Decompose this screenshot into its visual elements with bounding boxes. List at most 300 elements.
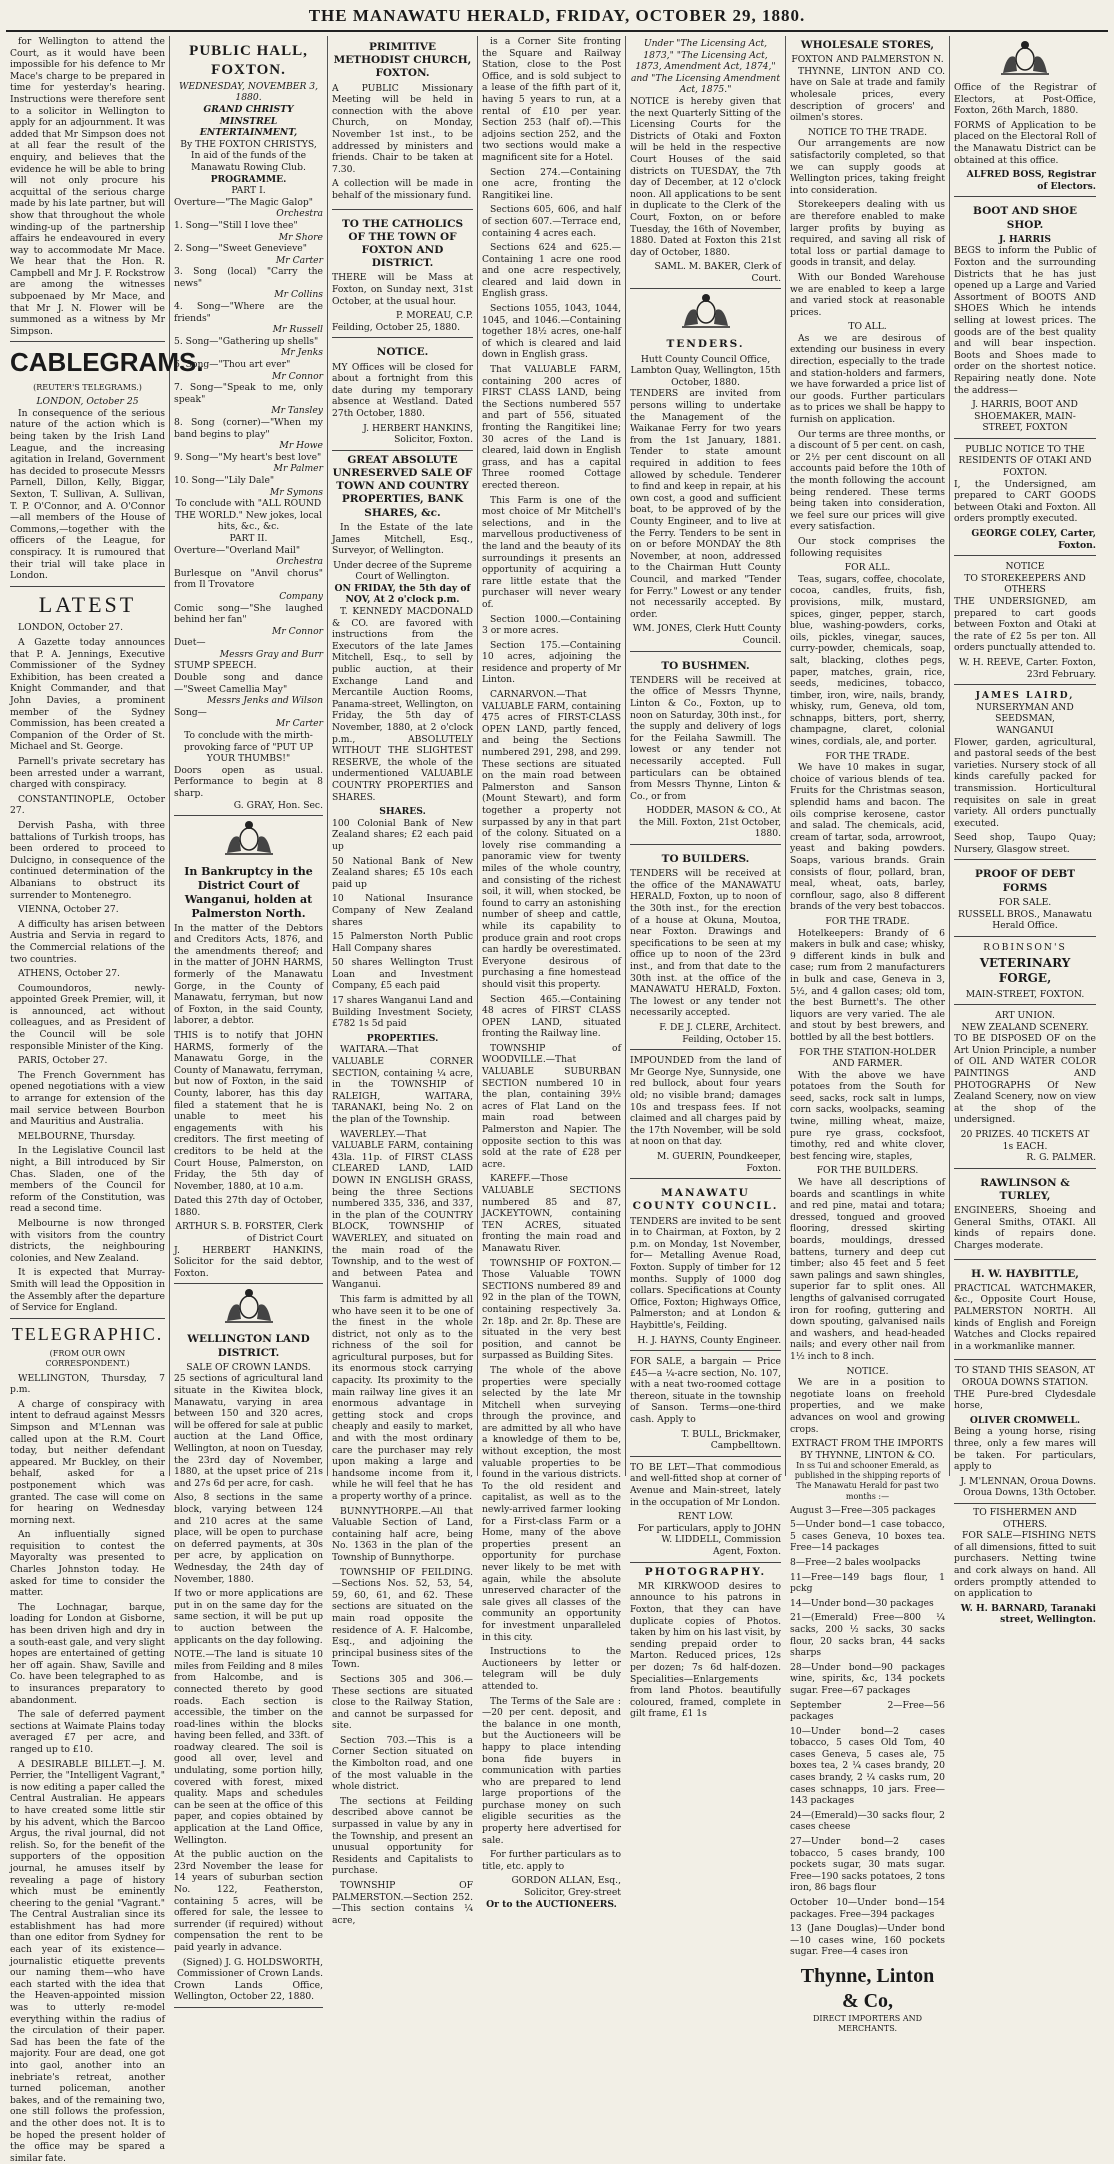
programme-item xyxy=(174,660,323,672)
laird-text: Flower, garden, agricultural, and pastoral seeds of the best varieties. Nursery stock of all kinds carefully packed for transmission. Horticultural requisites on sale in great variety. All orders punctually executed. xyxy=(954,736,1096,829)
programme-item xyxy=(174,672,323,707)
art-union-ad xyxy=(954,1008,1096,1169)
column-thynne xyxy=(786,36,950,2034)
programme-item-performer: Mr Howe xyxy=(279,440,323,452)
share-item: 17 shares Wanganui Land and Building Investment Society, £782 1s 5d paid xyxy=(332,995,473,1030)
cablegrams-text: In consequence of the serious nature of the action which is being taken by the Irish Land League, and the increasing agitation in Ireland, Government has decided to prosecute Messrs Parnell, Dillon, Kelly, Biggar, Sexton, T. Sullivan, A. Sullivan, T. P. O'Connor, and A. O'Connor—all members of the House of Commons,—together with the officers of the League, for conspiracy. It is rumoured that their trial will take place in London. xyxy=(10,407,165,582)
laird-ad xyxy=(954,688,1096,860)
for-all-text: Teas, sugars, coffee, chocolate, cocoa, candles, fruits, fish, provisions, milk, mustard, spices, ginger, pepper, starch, blue, washing-powders, corks, oils, pickles, vinegar, sauces, curry-powder, chemicals, soap, salt, blacking, clothes pegs, paper, matches, grain, rice, seeds, medicines, tobacco, timber, iron, wire, nails, brandy, whisky, rum, Geneva, old tom, schnapps, bitters, port, sherry, champagne, claret, colonial wines, cordials, ale, and porter. xyxy=(790,573,945,748)
latest-item: LONDON, October 27. xyxy=(18,622,124,634)
programme-item-performer: Mr Connor xyxy=(271,625,323,637)
programme-item xyxy=(174,452,323,475)
extract-title: EXTRACT FROM THE IMPORTS BY THYNNE, LINTON & CO. xyxy=(791,1438,944,1461)
loans-text: We are in a position to negotiate loans on freehold properties, and we make advances on wool and growing crops. xyxy=(790,1377,945,1435)
column-auction xyxy=(328,36,478,1926)
art-prizes: 20 PRIZES. 40 TICKETS AT 1s EACH. xyxy=(960,1129,1090,1152)
auction-paragraph: The Terms of the Sale are :—20 per cent. deposit, and the balance in one month, but the Auctioneers will be happy to place intending bona fide buyers in communication with parties who are prepared to lend large proportions of the purchase money on such eligible securities as the property here advertised for sale. xyxy=(482,1695,621,1846)
programme-item xyxy=(174,637,323,660)
hall-signature: G. GRAY, Hon. Sec. xyxy=(233,799,323,811)
county-signature: H. J. HAYNS, County Engineer. xyxy=(637,1334,781,1346)
land-text xyxy=(174,1373,323,1953)
auction-paragraph: Sections 1055, 1043, 1044, 1045, and 1046.—Containing together 18½ acres, one-half of which is cleared and laid down in English grass. xyxy=(482,303,621,361)
latest-item: ATHENS, October 27. xyxy=(18,968,120,980)
latest-item: A difficulty has arisen between Austria and Servia in regard to the Commercial relations of the two countries. xyxy=(10,918,165,965)
programme-item xyxy=(174,220,323,243)
stand-title: TO STAND THIS SEASON, AT OROUA DOWNS STATION. xyxy=(955,1365,1095,1388)
masthead xyxy=(6,6,1108,32)
stand-text: THE Pure-bred Clydesdale horse, xyxy=(954,1388,1096,1412)
licensing-heading: Under "The Licensing Act, 1873," "The Licensing Act, 1873, Amendment Act, 1874," and "The Licensing Amendment Act, 1875." xyxy=(630,38,781,96)
programme-item-title: Duet— xyxy=(174,637,206,649)
land-title: WELLINGTON LAND DISTRICT. xyxy=(187,1333,310,1359)
station-title: FOR THE STATION-HOLDER AND FARMER. xyxy=(799,1046,936,1070)
laird-shop: Seed shop, Taupo Quay; Nursery, Glasgow street. xyxy=(954,832,1096,855)
stand-horse: OLIVER CROMWELL. xyxy=(969,1414,1081,1426)
for-sale-signature: T. BULL, Brickmaker, Campbelltown. xyxy=(681,1428,781,1452)
catholic-title: TO THE CATHOLICS OF THE TOWN OF FOXTON AND DISTRICT. xyxy=(341,217,464,270)
programme-item-title: 6. Song—"Thou art ever" xyxy=(174,359,291,371)
photography-ad xyxy=(630,1566,781,1720)
programme-item-performer: Mr Russell xyxy=(272,324,323,336)
auction-paragraph: This Farm is one of the most choice of Mr Mitchell's selections, and in the marvellous productiveness of the land and the beauty of its surroundings it presents an opportunity of acquiring a rare little estate that the purchaser will never weary of. xyxy=(482,494,621,610)
court-paragraph: for Wellington to attend the Court, as it would have been impossible for his defence to Mr Mace's charge to be prepared in time for yesterday's hearing. Instructions were therefore sent to a solicitor in Wellington to apply for an adjournment. It was added that Mr Simpson does not at all fear the result of the enquiry, and believes that the evidence he will be able to bring will not only procure his acquittal of the serious charge made by his late partner, but will show that throughout the whole winding-up of the partnership affairs he endeavoured in every way to accommodate Mr Mace. We hear that the Hon. R. Campbell and Mr J. F. Rockstrow are among the witnesses subpoenaed by Mr Mace, and that Mr J. N. Flower will be summoned as a witness by Mr Simpson. xyxy=(10,36,165,337)
stallion-ad xyxy=(954,1363,1096,1504)
auction-paragraph: That VALUABLE FARM, containing 200 acres of FIRST CLASS LAND, being the Sections numbered 557 and part of 556, situated fronting the Rangitikei line; 30 acres of the Land is cleared, laid down in English grass, and has a capital Three roomed Cottage erected thereon. xyxy=(482,364,621,491)
county-ad xyxy=(630,1182,781,1351)
programme-item-title: 9. Song—"My heart's best love" xyxy=(174,451,322,463)
for-trade-title-2: FOR THE TRADE. xyxy=(825,915,910,927)
programme-item-performer: Company xyxy=(279,590,323,602)
auction-continued xyxy=(482,36,621,1872)
auction-paragraph: KAREFF.—Those VALUABLE SECTIONS numbered 85 and 87, JACKEYTOWN, containing TEN ACRES, situated fronting the main road and Manawatu River. xyxy=(482,1173,621,1254)
stores-intro: THYNNE, LINTON AND CO. have on Sale at trade and family wholesale prices, every description of grocers' and oilmen's stores. xyxy=(790,65,945,124)
hall-ad xyxy=(174,36,323,816)
import-line: September 2—Free—56 packages xyxy=(790,1699,945,1723)
part-two-label: PART II. xyxy=(229,532,268,544)
rawlinson-text: ENGINEERS, Shoeing and General Smiths, OTAKI. All kinds of repairs done. Charges moderate. xyxy=(954,1205,1096,1252)
thynne-linton-name: Thynne, Linton & Co, xyxy=(800,1964,935,2013)
builders-ad xyxy=(630,848,781,1050)
rawlinson-title: RAWLINSON & TURLEY, xyxy=(980,1176,1070,1203)
telegraphic-item: The sale of deferred payment sections at Waimate Plains today averaged £7 per acre, and ranged up to £10. xyxy=(10,1709,165,1755)
fish-title: TO FISHERMEN AND OTHERS. xyxy=(973,1506,1077,1530)
storekeepers-subtitle: TO STOREKEEPERS AND OTHERS xyxy=(964,572,1086,596)
programme-item-title: Double song and dance—"Sweet Camellia May" xyxy=(174,672,323,695)
divider xyxy=(10,341,165,342)
programme-item xyxy=(174,707,323,730)
column-auction-cont xyxy=(478,36,626,1910)
carting-ad xyxy=(954,442,1096,556)
auction-paragraph: Section 274.—Containing one acre, fronting the Rangitikei line. xyxy=(482,166,621,201)
builders-signature: F. DE J. CLERE, Architect. Feilding, October 15. xyxy=(659,1022,781,1045)
bankruptcy-text: In the matter of the Debtors and Creditors Acts, 1876, and the amendments thereof; and in the matter of JOHN HARMS, formerly of the Manawatu Gorge, in the County of Manawatu, ferryman, but now of Foxton, in the said County, laborer, a debtor. xyxy=(174,922,323,1027)
land-paragraph: At the public auction on the 23rd November the lease for 14 years of suburban section No. 122, Featherston, containing 5 acres, will be offered for sale, the lessee to surrender (if required) without compensation the rent to be paid yearly in advance. xyxy=(174,1849,323,1953)
methodist-title: PRIMITIVE METHODIST CHURCH, FOXTON. xyxy=(333,41,472,80)
programme-item xyxy=(174,197,323,220)
programme-item-performer: Orchestra xyxy=(276,208,323,220)
hall-by: By THE FOXTON CHRISTYS, xyxy=(180,138,317,150)
column-hall xyxy=(170,36,328,2003)
trade-text xyxy=(790,138,945,318)
cablegrams-source: (REUTER'S TELEGRAMS.) xyxy=(33,383,142,393)
to-all-paragraph: Our terms are three months, or a discount of 5 per cent. on cash, or 2½ per cent discount on all accounts paid before the 10th of the month following the account being rendered. These terms being taken into consideration, we feel sure our prices will give every satisfaction. xyxy=(790,428,945,533)
land-paragraph: NOTE.—The land is situate 10 miles from Feilding and 8 miles from Halcombe, and is connected thereto by good roads. Each section is accessible, the timber on the road-lines within the blocks having been felled, and 33ft. of roadway cleared. The soil is good all over, level and undulating, some portion hilly, covered with forest, mixed quality. Maps and schedules can be seen at the office of this paper, and copies obtained by application at the Land Office, Wellington. xyxy=(174,1649,323,1846)
programme-item xyxy=(174,359,323,382)
to-all-title: TO ALL. xyxy=(848,321,887,333)
programme-part-one xyxy=(174,197,323,498)
latest-item: CONSTANTINOPLE, October 27. xyxy=(10,793,165,817)
for-trade-text: We have 10 makes in sugar, choice of various blends of tea. Fruits for the Christmas season, splendid hams and bacon. The oils comprise kerosene, castor and salad. The chemicals, acid, cream of tartar, soda, arrowroot, yeast and baking powders. Soaps, various brands. Grain consists of flour, pollard, bran, meal, wheat, oats, barley, cornflour, sago, also 8 different brands of the very best tobaccos. xyxy=(790,762,945,913)
property-item: The sections at Feilding described above cannot be surpassed in value by any in the Township, and present an unusual opportunity for Residents and Capitalists to purchase. xyxy=(332,1795,473,1877)
land-paragraph: If two or more applications are put in on the same day for the same section, it will be put up to auction between the applicants on the day following. xyxy=(174,1588,323,1646)
latest-item: PARIS, October 27. xyxy=(18,1055,108,1067)
part-one-label: PART I. xyxy=(231,185,266,197)
column-notices xyxy=(626,36,786,1720)
stores-heading-1: WHOLESALE STORES, xyxy=(800,39,935,51)
programme-item xyxy=(174,301,323,336)
tenders-text: TENDERS are invited from persons willing to undertake the Management of the Waikanae Ferry for two years from the 1st January, 1881. Tender to state amount required in addition to fees allowed by schedule. Tenderer to find and keep in repair, at his own cost, a good and sufficient boat, to be approved of by the County Engineer, and to live at the Ferry. Tenders to be sent in on or before MONDAY the 8th November, at noon, addressed to the Chairman Hutt County Council, and marked "Tender for Ferry." Lowest or any tender not necessarily accepted. By order. xyxy=(630,388,781,620)
import-line: 8—Free—2 bales woolpacks xyxy=(790,1556,921,1568)
catholic-text: THERE will be Mass at Foxton, on Sunday next, 31st October, at the usual hour. xyxy=(332,272,473,307)
catholic-signature: P. MOREAU, C.P. xyxy=(396,310,473,322)
auction-paragraph: TOWNSHIP OF FOXTON.—Those Valuable TOWN SECTIONS numbered 89 and 92 in the plan of the TOWN, containing respectively 3a. 2r. 18p. and 2r. 8p. These are situated in the very best position, and cannot be surpassed as Building Sites. xyxy=(482,1257,621,1362)
fish-text: FOR SALE—FISHING NETS of all dimensions, fitted to suit purchasers. Netting twine and cork always on hand. All orders promptly attended to on application to xyxy=(954,1530,1096,1600)
share-item: 100 Colonial Bank of New Zealand shares; £2 each paid up xyxy=(332,817,473,852)
telegraphic-heading: TELEGRAPHIC. xyxy=(11,1323,164,1344)
programme-item-title: 3. Song (local) "Carry the news" xyxy=(174,266,323,289)
vet-place: MAIN-STREET, FOXTON. xyxy=(965,988,1085,1000)
station-text: With the above we have potatoes from the South for seed, sacks, rock salt in lumps, corn sacks, woolpacks, seaming twine, milling wheat, maize, pure rye grass, cocksfoot, timothy, red and white clover, best fencing wire, staples, xyxy=(790,1069,945,1162)
royal-arms-icon xyxy=(995,39,1055,77)
auction-signature: GORDON ALLAN, Esq., Solicitor, Grey-street xyxy=(511,1875,621,1899)
programme-item-title: Song— xyxy=(174,706,207,718)
great-sale-estate: In the Estate of the late James Mitchell, Esq., Surveyor, of Wellington. xyxy=(332,521,473,557)
county-title: MANAWATU COUNTY COUNCIL. xyxy=(632,1187,779,1213)
telegraphic-list xyxy=(10,1373,165,2164)
public-notice-signature: GEORGE COLEY, Carter, Foxton. xyxy=(971,528,1096,551)
public-notice-text: I, the Undersigned, am prepared to CART GOODS between Otaki and Foxton. All orders promptly executed. xyxy=(954,478,1096,525)
programme-item-performer: Messrs Gray and Burr xyxy=(219,648,323,660)
programme-item-title: STUMP SPEECH. xyxy=(174,660,257,672)
property-item: WAITARA.—That VALUABLE CORNER SECTION, containing ¼ acre, in the TOWNSHIP of RALEIGH, WAITARA, TARANAKI, being No. 2 on the plan of the Township. xyxy=(332,1044,473,1125)
programme-item-title: Overture—"Overland Mail" xyxy=(174,544,301,556)
hall-title: PUBLIC HALL, FOXTON. xyxy=(189,43,308,78)
tenders-title: TENDERS. xyxy=(666,338,745,351)
programme-item-title: 7. Song—"Speak to me, only speak" xyxy=(174,382,323,405)
programme-item-title: 2. Song—"Sweet Genevieve" xyxy=(174,243,307,255)
thynne-linton-subtitle: DIRECT IMPORTERS AND MERCHANTS. xyxy=(812,2014,923,2034)
divider xyxy=(10,586,165,587)
public-notice-title: PUBLIC NOTICE TO THE RESIDENTS OF OTAKI AND FOXTON. xyxy=(958,443,1092,479)
proof-forms-ad xyxy=(954,863,1096,936)
land-place: Crown Lands Office, Wellington, October 22, 1880. xyxy=(174,1979,323,2003)
veterinary-ad xyxy=(954,940,1096,1005)
programme-item xyxy=(174,545,323,568)
auction-paragraph: TOWNSHIP of WOODVILLE.—That VALUABLE SUBURBAN SECTION numbered 10 in the plan, containing 39½ acres of Flat Land on the main road between Palmerston and Napier. The opposite section to this was sold at the rate of £28 per acre. xyxy=(482,1042,621,1170)
methodist-text-2: A collection will be made in behalf of the missionary fund. xyxy=(332,178,473,201)
notify-text: THIS is to notify that JOHN HARMS, formerly of the Manawatu Gorge, in the County of Manawatu, ferryman, but now of Foxton, in the said County, laborer, has this day filed a statement that he is unable to meet his engagements with his creditors. The first meeting of creditors to be held at the Court House, Palmerston, on Friday, the 5th day of November, 1880, at 10 a.m. xyxy=(174,1029,323,1192)
crown-lands-ad xyxy=(174,1328,323,2008)
latest-item: A Gazette today announces that P. A. Jennings, Executive Commissioner of the Sydney Exhibition, has been created a Knight Commander, and that John Davies, a prominent member of the Sydney Commission, has been created a Companion of the Order of St. Michael and St. George. xyxy=(10,637,165,753)
programme-item-performer: Mr Connor xyxy=(271,370,323,382)
programme-item xyxy=(174,475,323,498)
auction-paragraph: For further particulars as to title, etc. apply to xyxy=(482,1849,622,1872)
catholic-ad xyxy=(332,213,473,339)
to-all-paragraph: As we are desirous of extending our business in every direction, especially to the trade and station-holders and farmers, we have forwarded a price list of our goods. Further particulars as to prices we shall be happy to furnish on application. xyxy=(790,332,945,426)
palmerston-tail: TOWNSHIP OF PALMERSTON.—Section 252.—This section contains ¼ acre, xyxy=(332,1880,473,1926)
bushmen-title: TO BUSHMEN. xyxy=(661,659,750,672)
notify-signature: ARTHUR S. B. FORSTER, Clerk of District Court xyxy=(175,1221,323,1245)
loans-title: NOTICE. xyxy=(846,1365,889,1377)
great-sale-title: GREAT ABSOLUTE UNRESERVED SALE OF TOWN AND COUNTRY PROPERTIES, BANK SHARES, &c. xyxy=(332,453,473,519)
import-line: October 10—Under bond—154 packages. Free—394 packages xyxy=(790,1897,945,1920)
share-item: 10 National Insurance Company of New Zealand shares xyxy=(332,893,473,928)
conclude-one: To conclude with "ALL ROUND THE WORLD." New jokes, local hits, &c., &c. xyxy=(174,498,323,533)
auction-paragraph: Sections 605, 606, and half of section 607.—Terrace end, containing 4 acres each. xyxy=(482,204,621,239)
registrar-signature: ALFRED BOSS, Registrar of Electors. xyxy=(966,169,1096,192)
methodist-ad xyxy=(332,36,473,210)
stores-heading-2: FOXTON AND PALMERSTON N. xyxy=(791,54,944,66)
property-item: TOWNSHIP OF FEILDING.—Sections Nos. 52, 53, 54, 59, 60, 61, and 62. These sections are situated on the main road opposite the residence of A. F. Halcombe, Esq., and adjoining the principal business sites of the Town. xyxy=(332,1566,473,1671)
cablegrams-heading: CABLEGRAMS. xyxy=(10,347,204,378)
programme-item-title: Burlesque on "Anvil chorus" from Il Trovatore xyxy=(174,567,323,591)
registrar-text: Office of the Registrar of Electors, at Post-Office, Foxton, 26th March, 1880. xyxy=(954,82,1096,117)
bushmen-text: TENDERS will be received at the office of Messrs Thynne, Linton & Co., Foxton, up to noon on Saturday, 30th inst., for the supply and delivery of logs for the Feilaha Sawmill. The lowest or any tender not necessarily accepted. Full particulars can be obtained from Messrs Thynne, Linton & Co., or from xyxy=(630,674,781,802)
laird-subtitle: NURSERYMAN AND SEEDSMAN, xyxy=(976,701,1074,725)
notice-text: MY Offices will be closed for about a fortnight from this date during my temporary absence at Westland. Dated 27th October, 1880. xyxy=(332,361,473,420)
programme-part-two xyxy=(174,545,323,731)
royal-arms-icon xyxy=(676,292,736,330)
programme-item xyxy=(174,417,323,452)
import-line: 13 (Jane Douglas)—Under bond—10 cases wine, 160 pockets sugar. Free—4 cases iron xyxy=(790,1923,945,1958)
for-sale-text: FOR SALE, a bargain — Price £45—a ¼-acre section, No. 107, with a neat two-roomed cottage thereon, situate in the township of Sanson. Terms—one-third cash. Apply to xyxy=(630,1356,781,1426)
share-item: 50 shares Wellington Trust Loan and Investment Company, £5 each paid xyxy=(332,957,473,992)
masthead-title: THE MANAWATU HERALD, FRIDAY, OCTOBER 29, 1880. xyxy=(308,6,806,25)
auction-auctioneers: Or to the AUCTIONEERS. xyxy=(486,1898,617,1910)
programme-item-performer: Mr Tansley xyxy=(271,405,323,417)
programme-item xyxy=(174,382,323,417)
for-trade-text-2: Hotelkeepers: Brandy of 6 makers in bulk and case; whisky, 9 different kinds in bulk and case; rum from 2 manufacturers in bulk and case, Geneva in 3, 5½, and 4 gallon cases; old tom, the best Burnett's. The other liquors are very varied. The ale and stout by best brewers, and bottled by all the best bottlers. xyxy=(790,927,945,1043)
telegraphic-source: (FROM OUR OWN CORRESPONDENT.) xyxy=(45,1349,130,1369)
programme-item-performer: Mr Carter xyxy=(275,718,323,730)
to-let-rent: RENT LOW. xyxy=(677,1511,734,1523)
great-sale-ad xyxy=(332,454,473,1927)
programme-label: PROGRAMME. xyxy=(210,173,287,185)
art-signature: R. G. PALMER. xyxy=(1026,1152,1096,1164)
land-paragraph: 25 sections of agricultural land situate in the Kiwitea block, Manawatu, varying in area between 150 and 320 acres, will be offered for sale at public auction at the Land Office, Wellington, at noon on Tuesday, the 23rd day of November, 1880, at the upset price of 21s and 27s 6d per acre, for cash. xyxy=(174,1373,323,1489)
auction-paragraph: CARNARVON.—That VALUABLE FARM, containing 475 acres of FIRST-CLASS OPEN LAND, partly fenced, and being the Sections numbered 291, 298, and 299. These sections are situated on the main road between Palmerston and Sanson (Mount Stewart), and form together a property not surpassed by any in that part of the colony. Situated on a lovely rise commanding a panoramic view for twenty miles of the whole country, and consisting of the richest soil, it will, when stocked, be found to carry an astonishing number of sheep and cattle, while its capability to produce grain and root crops can hardly be overestimated. Everyone desirous of purchasing a fine homestead should visit this property. xyxy=(482,689,621,990)
latest-item: Dervish Pasha, with three battalions of Turkish troops, has been ordered to proceed to Dulcigno, in consequence of the continued determination of the Albanians to obstruct its surrender to Montenegro. xyxy=(10,819,165,901)
licensing-text: NOTICE is hereby given that the next Quarterly Sitting of the Licensing Courts for the Districts of Otaki and Foxton will be held in the respective Court Houses of the said districts on TUESDAY, the 7th day of December, at 12 o'clock noon. All applications to be sent in duplicate to the Clerk of the Court, Foxton, on or before Tuesday, the 16th of November, 1880. Dated at Foxton this 21st day of October, 1880. xyxy=(630,95,781,258)
telegraphic-item: WELLINGTON, Thursday, 7 p.m. xyxy=(10,1372,165,1396)
programme-item xyxy=(174,603,323,638)
programme-item-title: 4. Song—"Where are the friends" xyxy=(174,301,323,324)
share-item: 50 National Bank of New Zealand shares; £5 10s each paid up xyxy=(332,855,473,890)
vet-title: VETERINARY FORGE, xyxy=(979,956,1071,986)
fishing-nets-ad xyxy=(954,1507,1096,1626)
import-line: 28—Under bond—90 packages wine, spirits, &c, 134 pockets sugar. Free—67 packages xyxy=(790,1661,945,1696)
property-item: WAVERLEY.—That VALUABLE FARM, containing 43la. 11p. of FIRST CLASS CLEARED LAND, LAID DOWN IN ENGLISH GRASS, being the three Sections numbered 335, 336, and 337, in the plan of the COUNTRY BLOCK, TOWNSHIP of WAVERLEY, and situated on the main road of the Township, and to the west of and between Patea and Wanganui. xyxy=(332,1128,473,1291)
programme-item xyxy=(174,568,323,603)
bankruptcy-title: In Bankruptcy in the District Court of Wanganui, holden at Palmerston North. xyxy=(184,865,313,920)
methodist-text: A PUBLIC Missionary Meeting will be held in connection with the above Church, on Monday, November 1st inst., to be addressed by ministers and friends. Chair to be taken at 7.30. xyxy=(332,82,473,175)
column-small-ads xyxy=(950,36,1100,1626)
programme-item-title: 10. Song—"Lily Dale" xyxy=(174,474,275,486)
registrar-forms: FORMS of Application to be placed on the Electoral Roll of the Manawatu District can be obtained at this office. xyxy=(954,119,1096,166)
extract-subtitle: In ss Tui and schooner Emerald, as published in the shipping reports of The Manawatu Herald for past two months :— xyxy=(794,1461,941,1501)
trade-title: NOTICE TO THE TRADE. xyxy=(807,126,927,138)
shares-list xyxy=(332,818,473,1030)
land-subtitle: SALE OF CROWN LANDS. xyxy=(186,1361,311,1373)
latest-item: Parnell's private secretary has been arrested under a warrant, charged with conspiracy. xyxy=(10,756,165,791)
proof-signature: RUSSELL BROS., Manawatu Herald Office. xyxy=(957,908,1093,932)
latest-item: Melbourne is now thronged with visitors from the country districts, the neighbouring colonies, and New Zealand. xyxy=(10,1217,165,1264)
hall-aid: In aid of the funds of the Manawatu Rowing Club. xyxy=(190,150,307,173)
programme-item-title: 8. Song (corner)—"When my band begins to play" xyxy=(174,417,323,440)
haybittle-ad xyxy=(954,1263,1096,1361)
auction-paragraph: Sections 624 and 625.—Containing 1 acre one rood and one acre respectively, cleared and laid down in English grass. xyxy=(482,242,621,300)
notice-title: NOTICE. xyxy=(376,346,429,359)
import-line: 10—Under bond—2 cases tobacco, 5 cases Old Tom, 40 cases Geneva, 5 cases ale, 75 boxes tea, 2 ¼ cases brandy, 20 cases brandy, 2 ¼ casks rum, 20 cases schnapps, 10 jars. Free—143 packages xyxy=(790,1725,945,1807)
auction-paragraph: is a Corner Site fronting the Square and Railway Station, close to the Post Office, and is sold subject to a lease of the fifth part of it, having 5 years to run, at a rental of £10 per year. Section 253 (half of).—This adjoins section 252, and the two sections would make a magnificent site for a Hotel. xyxy=(482,36,621,163)
great-sale-decree: Under decree of the Supreme Court of Wellington. xyxy=(333,559,472,583)
rawlinson-ad xyxy=(954,1172,1096,1260)
photography-title: PHOTOGRAPHY. xyxy=(644,1565,767,1578)
telegraphic-item: The Lochnagar, barque, loading for London at Gisborne, has been driven high and dry in a south-east gale, and very slight hopes are entertained of getting her off again. Shaw, Saville and Co. have been telegraphed to as to insurances preparatory to abandonment. xyxy=(10,1601,165,1706)
hankins-notice xyxy=(332,341,473,450)
builders-title: TO BUILDERS. xyxy=(661,853,750,866)
builders-supply-title: FOR THE BUILDERS. xyxy=(816,1165,919,1177)
properties-title: PROPERTIES. xyxy=(366,1032,439,1044)
auction-paragraph: The whole of the above properties were specially selected by the late Mr Mitchell when surveying through the province, and are admitted by all who have a knowledge of them to be, without exception, the most valuable properties to be found in the various districts. To the old resident and capitalist, as well as to the newly-arrived farmer looking for a First-class Farm or a Home, many of the above properties present an opportunity for purchase never likely to be met with again, while the absolute unreserved character of the sale gives all classes of the community an opportunity for investment unparalleled in this city. xyxy=(482,1364,621,1643)
storekeepers-title: NOTICE xyxy=(1005,561,1045,573)
boot-signature: J. HARRIS, BOOT AND SHOEMAKER, MAIN-STREET, FOXTON xyxy=(972,399,1078,434)
latest-item: The French Government has opened negotiations with a view to arrange for extension of the mail service between Bourbon and Mauritius and Australia. xyxy=(10,1069,165,1128)
property-item: Sections 305 and 306.—These sections are situated close to the Railway Station, and cannot be surpassed for site. xyxy=(332,1673,473,1732)
great-sale-date: ON FRIDAY, the 5th day of NOV, At 2 o'clock p.m. xyxy=(334,582,471,606)
programme-item xyxy=(174,336,323,359)
fish-signature: W. H. BARNARD, Taranaki street, Wellington. xyxy=(960,1602,1096,1626)
programme-item-title: Overture—"The Magic Galop" xyxy=(174,196,313,208)
vet-name: ROBINSON'S xyxy=(983,941,1067,953)
imports-list xyxy=(790,1505,945,1958)
programme-item-performer: Mr Carter xyxy=(275,254,323,266)
programme-item-title: Comic song—"She laughed behind her fan" xyxy=(174,602,323,626)
bankruptcy-ad xyxy=(174,860,323,1284)
programme-item-performer: Mr Jenks xyxy=(280,347,323,359)
storekeepers-ad xyxy=(954,559,1096,685)
notify-solicitor: J. HERBERT HANKINS, Solicitor for the said debtor, Foxton. xyxy=(174,1244,323,1279)
conclude-two: To conclude with the mirth-provoking farce of "PUT UP YOUR THUMBS!" xyxy=(183,730,314,765)
trade-paragraph: Storekeepers dealing with us are therefore enabled to make larger profits by buying as required, and saving all risk of total loss or partial damage to goods in transit, and delay. xyxy=(790,199,945,269)
boot-name: J. HARRIS xyxy=(998,233,1052,245)
programme-item-performer: Orchestra xyxy=(276,556,323,568)
latest-item: Coumoundoros, newly-appointed Greek Premier, will, it is announced, act without colleagues, and as President of the Council will be sole responsible Minister of the King. xyxy=(10,982,165,1052)
shares-title: SHARES. xyxy=(379,806,426,818)
programme-item-title: 5. Song—"Gathering up shells" xyxy=(174,335,319,347)
properties-list xyxy=(332,1044,473,1877)
boot-title: BOOT AND SHOE SHOP. xyxy=(973,205,1077,231)
haybittle-title: H. W. HAYBITTLE, xyxy=(971,1267,1079,1280)
art-subtitle: NEW ZEALAND SCENERY. xyxy=(961,1021,1089,1033)
latest-heading: LATEST xyxy=(38,591,137,617)
land-paragraph: Also, 8 sections in the same block, varying between 124 and 210 acres at the same place, will be open to purchase on deferred payments, at 30s per acre, by application on Wednesday, the 24th day of November, 1880. xyxy=(174,1492,323,1585)
programme-item-performer: Messrs Jenks and Wilson xyxy=(206,695,323,707)
trade-paragraph: Our arrangements are now satisfactorily completed, so that we can supply goods at Wellington prices, taking freight into consideration. xyxy=(790,138,945,196)
catholic-date: Feilding, October 25, 1880. xyxy=(332,321,461,333)
storekeepers-text: THE UNDERSIGNED, am prepared to cart goods between Foxton and Otaki at the rate of £2 5s per ton. All orders punctually attended to. xyxy=(954,596,1096,654)
auction-paragraph: Section 175.—Containing 10 acres, adjoining the residence and property of Mr Linton. xyxy=(482,639,621,686)
boot-text: BEGS to inform the Public of Foxton and the surrounding Districts that he has just opened up a Large and Varied Assortment of BOOTS AND SHOES Which he intends selling at lowest prices. The goods are of the best quality and will bear inspection. Boots and Shoes made to order on the shortest notice. Repairing neatly done. Note the address— xyxy=(954,245,1096,396)
for-trade-title: FOR THE TRADE. xyxy=(825,750,910,762)
auction-paragraph: Section 1000.—Containing 3 or more acres. xyxy=(482,613,621,637)
impounded-signature: M. GUERIN, Poundkeeper, Foxton. xyxy=(657,1150,781,1174)
auction-paragraph: Instructions to the Auctioneers by letter or telegram will be duly attended to. xyxy=(482,1646,621,1692)
for-all-title: FOR ALL. xyxy=(844,562,891,574)
programme-item-performer: Mr Collins xyxy=(274,289,323,301)
art-title: ART UNION. xyxy=(995,1010,1055,1022)
import-line: 27—Under bond—2 cases tobacco, 5 cases brandy, 100 pockets sugar, 30 mats sugar. Free—190 sacks potatoes, 2 tons iron, 86 bags flour xyxy=(790,1836,945,1894)
programme-item xyxy=(174,266,323,301)
import-line: August 3—Free—305 packages xyxy=(790,1504,936,1516)
auction-paragraph: Section 465.—Containing 48 acres of FIRST CLASS OPEN LAND, situated fronting the Railway line. xyxy=(482,993,621,1040)
royal-arms-icon xyxy=(219,819,279,857)
tenders-signature: WM. JONES, Clerk Hutt County Council. xyxy=(632,623,781,646)
photography-text: MR KIRKWOOD desires to announce to his patrons in Foxton, that they can have duplicate copies of Photos. taken by him on his last visit, by sending prepaid order to Marton. Reduced prices, 12s per dozen; 7s 6d half-dozen. Specialities—Enlargements from land Photos. beautifully coloured, framed, complete in gilt frame, £1 1s xyxy=(630,1580,781,1720)
licensing-ad xyxy=(630,36,781,289)
latest-item: VIENNA, October 27. xyxy=(18,904,119,916)
programme-item xyxy=(174,243,323,266)
stand-signature: J. M'LENNAN, Oroua Downs. Oroua Downs, 13th October. xyxy=(960,1475,1096,1499)
impounded-ad xyxy=(630,1053,781,1179)
telegraphic-item: An influentially signed requisition to contest the Mayoralty was presented to Charles Johnston today. He asked for time to consider the matter. xyxy=(10,1529,165,1599)
telegraphic-item: A charge of conspiracy with intent to defraud against Messrs Simpson and M'Lennan was called upon at the R.M. Court today, but neither defendant appeared. Mr Buckley, on their behalf, asked for a postponement which was granted. The case will come on for hearing on Wednesday morning next. xyxy=(10,1398,165,1526)
property-item: This farm is admitted by all who have seen it to be one of the finest in the whole district, not only as to the richness of the soil for agricultural purposes, but for its enormous stock carrying capacity. Its proximity to the main railway line gives it an enormous advantage in getting stock and crops cheaply and easily to market, and with the most ordinary care the purchaser may rely upon making a large and handsome income from it, while he will feel that he has a property worthy of a prince. xyxy=(332,1293,473,1502)
licensing-signature: SAML. M. BAKER, Clerk of Court. xyxy=(654,261,781,284)
proof-subtitle: FOR SALE. xyxy=(998,896,1052,908)
tenders-office: Hutt County Council Office, Lambton Quay, Wellington, 15th October, 1880. xyxy=(630,353,781,388)
hall-date: WEDNESDAY, NOVEMBER 3, 1880. xyxy=(178,80,319,104)
doors-note: Doors open as usual. Performance to begin at 8 sharp. xyxy=(174,764,323,799)
to-let-signature: For particulars, apply to JOHN W. LIDDELL, Commission Agent, Foxton. xyxy=(637,1522,781,1557)
latest-item: MELBOURNE, Thursday. xyxy=(18,1130,136,1142)
hall-event: GRAND CHRISTY MINSTREL ENTERTAINMENT, xyxy=(199,103,298,139)
impounded-text: IMPOUNDED from the land of Mr George Nye, Sunnyside, one red bullock, about four years old; no visible brand; damages 10s and trespass fees. If not claimed and all charges paid by the 17th November, will be sold at noon on that day. xyxy=(630,1055,781,1148)
programme-item-title: 1. Song—"Still I love thee" xyxy=(174,219,298,231)
programme-item-performer: Mr Shore xyxy=(278,231,323,243)
proof-title: PROOF OF DEBT FORMS xyxy=(974,868,1076,894)
latest-item: It is expected that Murray-Smith will lead the Opposition in the Assembly after the departure of Service for England. xyxy=(10,1267,165,1314)
columns xyxy=(6,36,1108,2164)
property-item: Section 703.—This is a Corner Section situated on the Kimbolton road, and one of the most valuable in the whole district. xyxy=(332,1734,473,1793)
import-line: 21—(Emerald) Free—800 ¼ sacks, 200 ½ sacks, 30 sacks flour, 20 sacks bran, 44 sacks sharps xyxy=(790,1612,945,1659)
registrar-ad xyxy=(954,80,1096,197)
import-line: 14—Under bond—30 packages xyxy=(790,1597,934,1609)
haybittle-text: PRACTICAL WATCHMAKER, &c., Opposite Court House, PALMERSTON NORTH. All kinds of English and Foreign Watches and Clocks repaired in a workmanlike manner. xyxy=(954,1282,1096,1352)
builders-text: TENDERS will be received at the office of the MANAWATU HERALD, Foxton, up to noon of the 30th inst., for the erection of a house at Okuna, Moutoa, near Foxton. Drawings and specifications to be seen at my office up to noon of the 23rd inst., and from that date to the 30th inst. at the office of the MANAWATU HERALD, Foxton. The lowest or any tender not necessarily accepted. xyxy=(630,868,781,1019)
notify-date: Dated this 27th day of October, 1880. xyxy=(174,1195,323,1218)
storekeepers-signature: W. H. REEVE, Carter. Foxton, 23rd February. xyxy=(959,656,1096,680)
to-all-text xyxy=(790,333,945,559)
to-all-paragraph: Our stock comprises the following requisites xyxy=(790,535,945,559)
cablegrams-dateline: LONDON, October 25 xyxy=(36,396,139,408)
trade-paragraph: With our Bonded Warehouse we are enabled to keep a large and varied stock at reasonable prices. xyxy=(790,271,945,318)
great-sale-text: T. KENNEDY MACDONALD & CO. are favored with instructions from the Executors of the late James Mitchell, Esq., to sell by public auction, at their Exchange Land and Mercantile Auction Rooms, Panama-street, Wellington, on Friday, the 5th day of November, 1880, at 2 o'clock p.m., ABSOLUTELY WITHOUT THE SLIGHTEST RESERVE, the whole of the undermentioned VALUABLE COUNTRY PROPERTIES and SHARES. xyxy=(332,606,473,803)
bushmen-ad xyxy=(630,655,781,846)
import-line: 5—Under bond—1 case tobacco, 5 cases Geneva, 10 boxes tea. Free—14 packages xyxy=(790,1519,945,1554)
notice-signature: J. HERBERT HANKINS, Solicitor, Foxton. xyxy=(363,422,473,446)
laird-title: JAMES LAIRD, xyxy=(975,690,1075,702)
